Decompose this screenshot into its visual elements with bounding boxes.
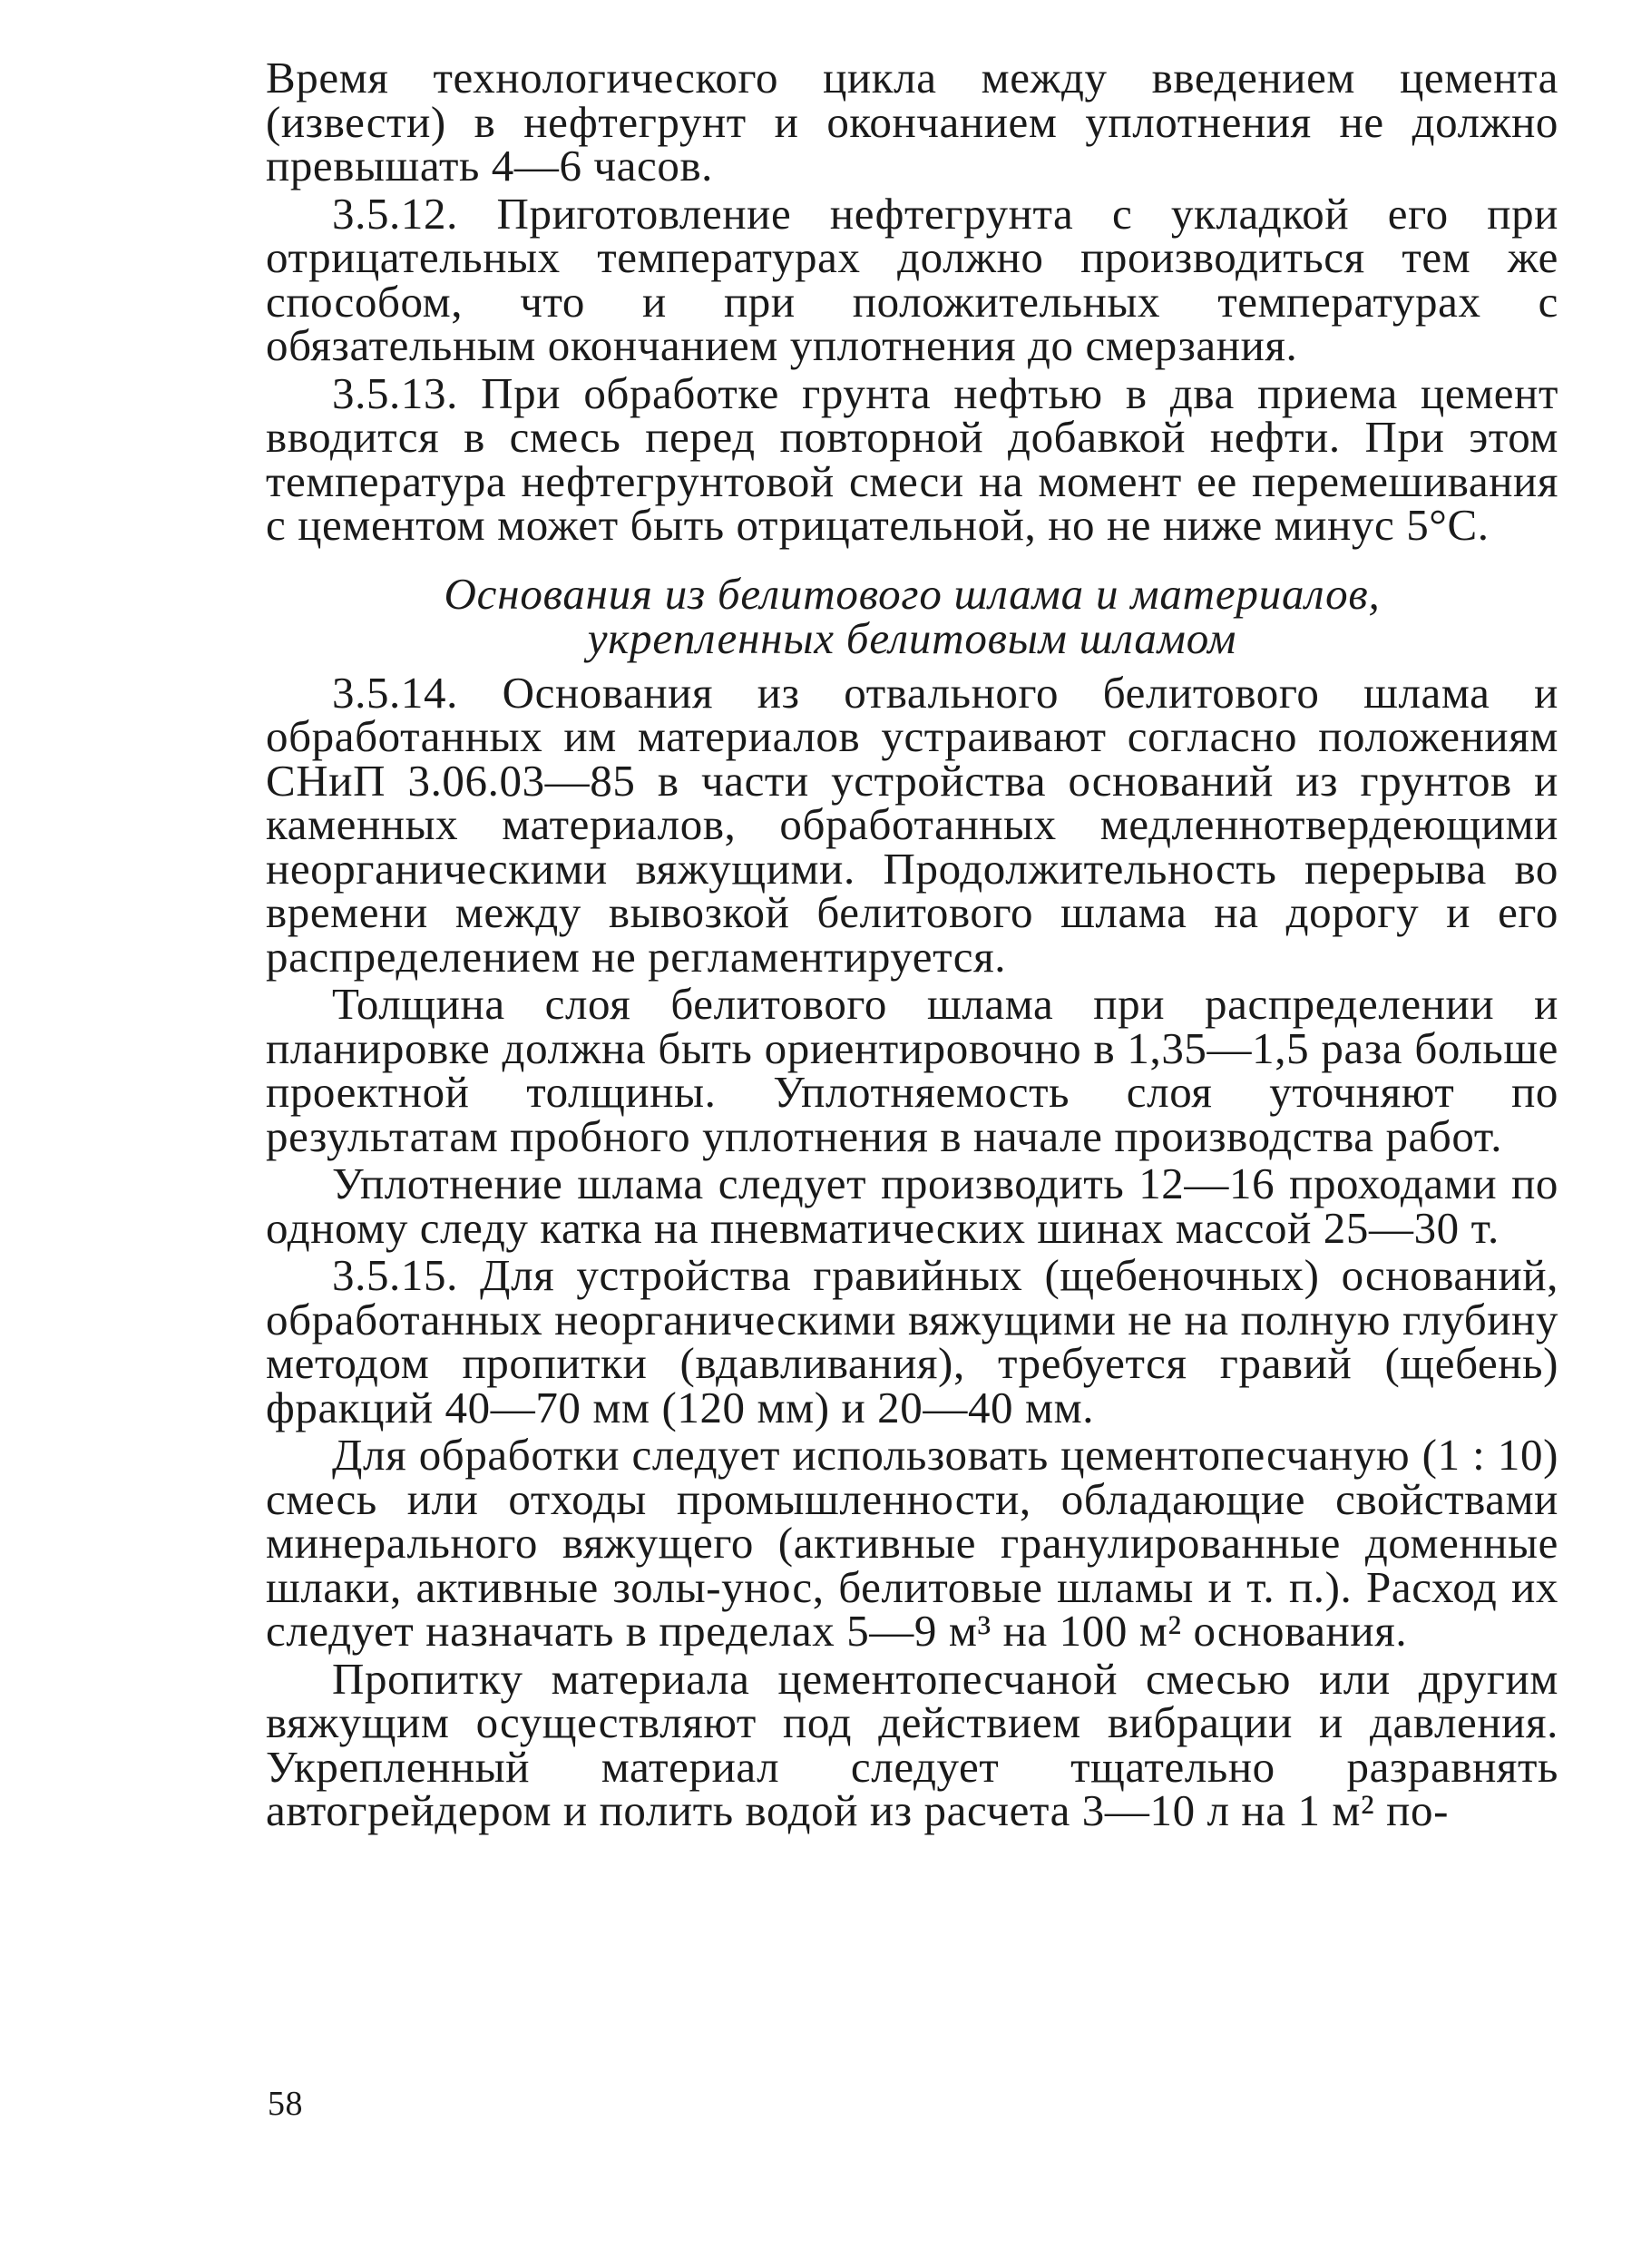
body-text [266, 53, 1558, 1837]
paragraph-3-5-14: 3.5.14. Основания из отвального белитового шлама и обработанных им материалов устраивают согласно положениям СНиП 3.06.03—85 в части устройства оснований из грунтов и каменных материалов, обработанных медленнотвердеющими неорганическими вяжущими. Продолжительность перерыва во времени между вывозкой белитового шлама на дорогу и его распределением не регламентируется. [266, 667, 1558, 982]
paragraph-treatment-mix: Для обработки следует использовать цементопесчаную (1 : 10) смесь или отходы промышленности, обладающие свойствами минерального вяжущего (активные гранулированные доменные шлаки, активные золы-унос, белитовые шламы и т. п.). Расход их следует назначать в пределах 5—9 м³ на 100 м² основания. [266, 1430, 1558, 1656]
paragraph-impregnation: Пропитку материала цементопесчаной смесью или другим вяжущим осуществляют под действием вибрации и давления. Укрепленный материал следует тщательно разравнять автогрейдером и полить водой из расчета 3—10 л на 1 м² по- [266, 1653, 1558, 1835]
section-heading-line-2: укрепленных белитовым шламом [587, 612, 1237, 663]
page-number: 58 [268, 2085, 303, 2123]
section-heading-line-1: Основания из белитового шлама и материалов, [444, 568, 1381, 619]
paragraph-3-5-13: 3.5.13. При обработке грунта нефтью в два приема цемент вводится в смесь перед повторной добавкой нефти. При этом температура нефтегрунтовой смеси на момент ее перемешивания с цементом может быть отрицательной, но не ниже минус 5°С. [266, 367, 1558, 550]
paragraph-3-5-12: 3.5.12. Приготовление нефтегрунта с укладкой его при отрицательных температурах должно производиться тем же способом, что и при положительных температурах с обязательным окончанием уплотнения до смерзания. [266, 188, 1558, 370]
paragraph-cycle-time: Время технологического цикла между введением цемента (извести) в нефтегрунт и окончанием уплотнения не должно превышать 4—6 часов. [266, 53, 1558, 191]
paragraph-3-5-15: 3.5.15. Для устройства гравийных (щебеночных) оснований, обработанных неорганическими вяжущими не на полную глубину методом пропитки (вдавливания), требуется гравий (щебень) фракций 40—70 мм (120 мм) и 20—40 мм. [266, 1250, 1558, 1432]
paragraph-layer-thickness: Толщина слоя белитового шлама при распределении и планировке должна быть ориентировочно в 1,35—1,5 раза больше проектной толщины. Уплотняемость слоя уточняют по результатам пробного уплотнения в начале производства работ. [266, 979, 1558, 1161]
section-heading [266, 568, 1558, 663]
paragraph-compaction: Уплотнение шлама следует производить 12—16 проходами по одному следу катка на пневматических шинах массой 25—30 т. [266, 1158, 1558, 1253]
